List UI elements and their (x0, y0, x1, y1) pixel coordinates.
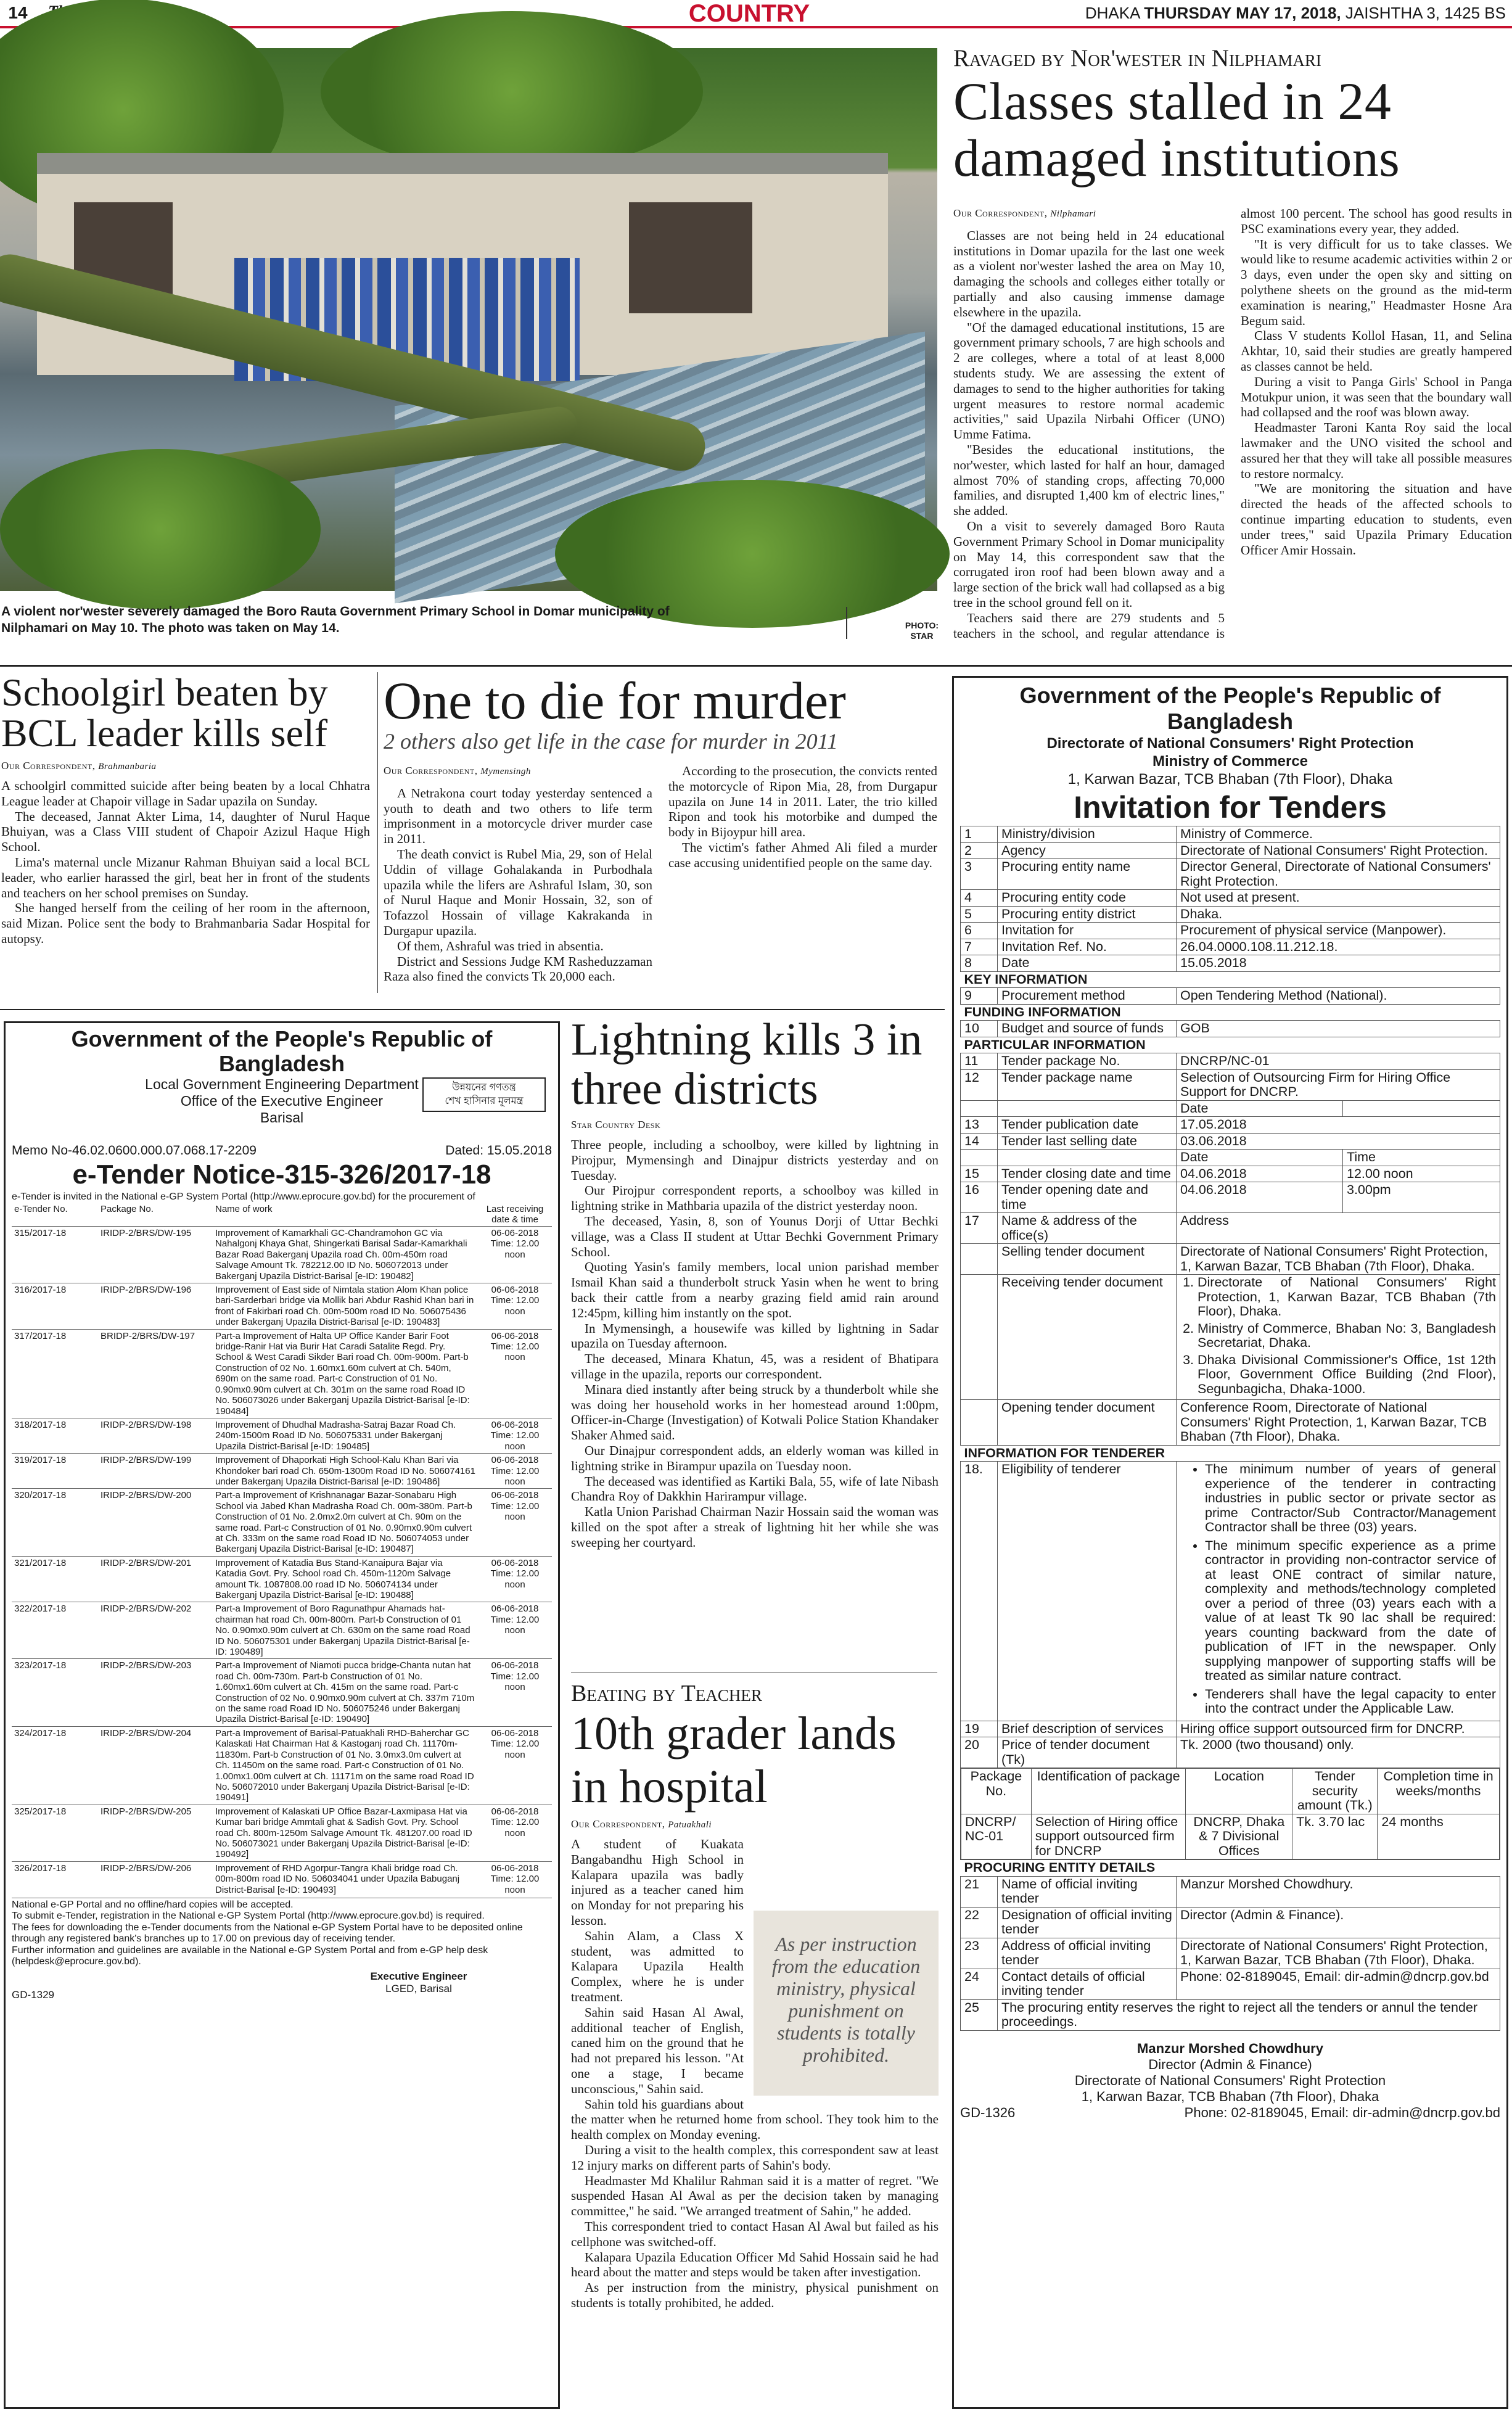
murder-subhead: 2 others also get life in the case for murder in 2011 (384, 729, 838, 754)
table-row: 8 Date 15.05.2018 (961, 955, 1500, 972)
table-row: 24 Contact details of official inviting tender Phone: 02-8189045, Email: dir-admin@dncrp.gov.bd (961, 1969, 1500, 1999)
memo-date: Dated: 15.05.2018 (445, 1143, 552, 1158)
lightning-body: Three people, including a schoolboy, were killed by lightning in Pirojpur, Mymensingh and Dinajpur districts yesterday and on Tuesday. Our Pirojpur correspondent reports, a schoolboy was killed in lightning strike in Mathbaria upazila of the district yesterday noon. The deceased, Yasin, 8, son of Younus Dorji of Uttar Bechki village, was a Class II student at Uttar Bechki Government Primary School. Quoting Yasin's family members, local union parishad member Ismail Khan said a thunderbolt struck Yasin when he went to bring back their cattle from a nearby grazing field amid rain around 12:45pm, killing him instantly on the spot. In Mymensingh, a housewife was killed by lightning in Sadar upazila on Tuesday afternoon. The deceased, Minara Khatun, 45, was a resident of Bhatipara village in the upazila, reports our correspondent. Minara died instantly after being struck by a thunderbolt while she was doing her household works in her homestead around 1:00pm, Officer-in-Charge (Investigation) of Kotwali Police Station Khandaker Shaker Ahmed said. Our Dinajpur correspondent adds, an elderly woman was killed in lightning strike in Birampur upazila on Tuesday noon. The deceased was identified as Kartiki Bala, 55, wife of late Nibash Chandra Roy of Dakkhin Harirampur village. Katla Union Parishad Chairman Nazir Hossain said the woman was killed on the spot after a streak of lightning hit her while she was sweeping her courtyard. (571, 1137, 939, 1550)
table-row: 320/2017-18 IRIDP-2/BRS/DW-200 Part-a Improvement of Krishnanagar Bazar-Sonabaru High School via Jabed Khan Madrasha Road Ch. 00m-380m. Part-b Construction of 01 No. 2.0mx2.0m culvert at Ch. 90m on the same road. Part-c Construction of 01 No. 0.90mx0.90m culvert at Ch. 333m on the same road Road ID No. 506074053 under Bakerganj Upazila District-Barisal [e-ID: 190487] 06-06-2018 Time: 12.00 noon (12, 1489, 552, 1556)
table-row: PARTICULAR INFORMATION (961, 1037, 1500, 1053)
table-row: 321/2017-18 IRIDP-2/BRS/DW-201 Improvement of Katadia Bus Stand-Kanaipura Bajar via Katadia Govt. Pry. School road Ch. 450m-1120m Salvage amount Tk. 1087808.00 road ID No. 506074134 under Bakerganj Upazila District-Barisal [e-ID: 190488] 06-06-2018 Time: 12.00 noon (12, 1556, 552, 1602)
table-row: 3 Procuring entity name Director General, Directorate of National Consumers' Right Protection. (961, 859, 1500, 890)
tender-table (960, 826, 1500, 2031)
table-row: 324/2017-18 IRIDP-2/BRS/DW-204 Part-a Improvement of Barisal-Patuakhali RHD-Baherchar GC Kalaskati Hat Chairman Hat & Kastoganj road Ch. 11170m-11830m. Part-b Construction of 01 No. 3.0mx3.0m culvert at Ch. 11450m on the same road. Part-c Construction of 01 No. 1.00mx1.00m culvert at Ch. 11171m on the same road Road ID No. 506072010 under Bakerganj Upazila District-Barisal [e-ID: 190491] 06-06-2018 Time: 12.00 noon (12, 1726, 552, 1805)
photo-credit: PHOTO: STAR (905, 620, 939, 641)
gd-number: GD-1329 (12, 1988, 54, 2001)
table-row: Date Time (961, 1150, 1500, 1166)
murder-story (384, 672, 937, 1005)
table-row: 2 Agency Directorate of National Consumers' Right Protection. (961, 842, 1500, 859)
table-row: 323/2017-18 IRIDP-2/BRS/DW-203 Part-a Improvement of Niamoti pucca bridge-Chanta nutan hat road Ch. 00m-730m. Part-b Construction of 01 No. 1.60mx1.60m culvert at Ch. 415m on the same road. Part-c Construction of 02 No. 0.90mx0.90m culvert at Ch. 337m 710m on the same road Road ID No. 506075246 under Bakerganj Upazila District-Barisal [e-ID: 190490] 06-06-2018 Time: 12.00 noon (12, 1659, 552, 1726)
gd-number: GD-1326 (960, 2104, 1016, 2120)
etender-table: e-Tender No. Package No. Name of work Last receiving date & time 315/2017-18 IRIDP-2/BRS/DW-195 Improvement of Kamarkhali GC-Chandramohon GC via Nahalgonj Khaya Ghat, Shingerkati Barisal Sadar-Kamarkhali Bazar Road Bakerganj Upazila road Ch. 00m-450m road Salvage Amount Tk. 782212.00 ID No. 506072013 under Bakerganj Upazila District-Barisal [e-ID: 190482] 06-06-2018 Time: 12.00 noon 316/2017-18 IRIDP-2/BRS/DW-196 Improvement of East side of Nimtala station Alom Khan police bari-Sarderbari bridge via Mollik bari Abdur Rashid Khan bari in front of Fakirbari road Ch. 00m-500m road ID No. 506075436 under Bakerganj Upazila District-Barisal [e-ID: 190483] 06-06-2018 Time: 12.00 noon 317/2017-18 BRIDP-2/BRS/DW-197 Part-a Improvement of Halta UP Office Kander Barir Foot bridge-Ranir Hat via Burir Hat Caradi Satalite Regd. Pry. School & West Caradi Sikder Bari road Ch. 00m-900m. Part-b Construction of 02 No. 1.60mx1.60m culvert at Ch. 540m, 690m on the same road. Part-c Construction of 01 No. 0.90mx0.90m culvert at Ch. 301m on the same road Road ID No. 506073026 under Bakerganj Upazila District-Barisal [e-ID: 190484] 06-06-2018 Time: 12.00 noon 318/2017-18 IRIDP-2/BRS/DW-198 Improvement of Dhudhal Madrasha-Satraj Bazar Road Ch. 240m-1500m Road ID No. 506075331 under Bakerganj Upazila District-Barisal [e-ID: 190485] 06-06-2018 Time: 12.00 noon 319/2017-18 IRIDP-2/BRS/DW-199 Improvement of Dhaporkati High School-Kalu Khan Bari via Khondoker bari road Ch. 650m-1300m Road ID No. 506074161 under Bakerganj Upazila District-Barisal [e-ID: 190486] 06-06-2018 Time: 12.00 noon 320/2017-18 IRIDP-2/BRS/DW-200 Part-a Improvement of Krishnanagar Bazar-Sonabaru High School via Jabed Khan Madrasha Road Ch. 00m-380m. Part-b Construction of 01 No. 2.0mx2.0m culvert at Ch. 90m on the same road. Part-c Construction of 01 No. 0.90mx0.90m culvert at Ch. 333m on the same road Road ID No. 506074053 under Bakerganj Upazila District-Barisal [e-ID: 190487] 06-06-2018 Time: 12.00 noon 321/2017-18 IRIDP-2/BRS/DW-201 Improvement of Katadia Bus Stand-Kanaipura Bajar via Katadia Govt. Pry. School road Ch. 450m-1120m Salvage amount Tk. 1087808.00 road ID No. 506074134 under Bakerganj Upazila District-Barisal [e-ID: 190488] 06-06-2018 Time: 12.00 noon 322/2017-18 IRIDP-2/BRS/DW-202 Part-a Improvement of Boro Ragunathpur Ahamads hat- chairman hat road Ch. 00m-800m. Part-b Construction of 01 No. 0.90mx0.90m culvert at Ch. 630m on the same road Road ID No. 506075301 under Bakerganj Upazila District-Barisal [e-ID: 190489] 06-06-2018 Time: 12.00 noon 323/2017-18 IRIDP-2/BRS/DW-203 Part-a Improvement of Niamoti pucca bridge-Chanta nutan hat road Ch. 00m-730m. Part-b Construction of 01 No. 1.60mx1.60m culvert at Ch. 415m on the same road. Part-c Construction of 02 No. 0.90mx0.90m culvert at Ch. 337m 710m on the same road Road ID No. 506075246 under Bakerganj Upazila District-Barisal [e-ID: 190490] 06-06-2018 Time: 12.00 noon 324/2017-18 IRIDP-2/BRS/DW-204 Part-a Improvement of Barisal-Patuakhali RHD-Baherchar GC Kalaskati Hat Chairman Hat & Kastoganj road Ch. 11170m-11830m. Part-b Construction of 01 No. 3.0mx3.0m culvert at Ch. 11450m on the same road. Part-c Construction of 01 No. 1.00mx1.00m culvert at Ch. 11171m on the same road Road ID No. 506072010 under Bakerganj Upazila District-Barisal [e-ID: 190491] 06-06-2018 Time: 12.00 noon 325/2017-18 IRIDP-2/BRS/DW-205 Improvement of Kalaskati UP Office Bazar-Laxmipasa Hat via Kumar bari bridge Ammtali ghat & Sadish Govt. Pry. School road Ch. 800m-1250m Salvage Amount Tk. 481207.00 road ID No. 506073021 under Bakerganj Upazila District-Barisal [e-ID: 190492] 06-06-2018 Time: 12.00 noon 326/2017-18 IRIDP-2/BRS/DW-206 Improvement of RHD Agorpur-Tangra Khali bridge road Ch. 00m-800m road ID No. 506034041 under Upazila Babuganj District-Barisal [e-ID: 190493] 06-06-2018 Time: 12.00 noon (12, 1203, 552, 1896)
table-row: 9 Procurement method Open Tendering Method (National). (961, 988, 1500, 1005)
page-number: 14 (8, 3, 28, 22)
table-row: INFORMATION FOR TENDERER (961, 1445, 1500, 1462)
lead-headline: Classes stalled in 24 damaged institutions (953, 72, 1400, 187)
lead-story (953, 44, 1512, 661)
table-row: FUNDING INFORMATION (961, 1004, 1500, 1021)
table-row: Selling tender document Directorate of National Consumers' Right Protection, 1, Karwan Bazar, TCB Bhaban (7th Floor), Dhaka. (961, 1244, 1500, 1275)
news-photo (0, 48, 937, 591)
etender-notes: National e-GP Portal and no offline/hard copies will be accepted. To submit e-Tender, registration in the National e-GP System Portal (http://www.eprocure.gov.bd) is required. The fees for downloading the e-Tender documents from the National e-GP System Portal have to be deposited online through any registered bank's branches up to 17.00 on previous day of receiving tender. Further information and guidelines are available in the National e-GP System Portal and from e-GP help desk (helpdesk@eprocure.gov.bd). (12, 1898, 552, 1968)
lightning-story (571, 1015, 939, 1669)
byline: Our Correspondent, Mymensingh (384, 765, 531, 776)
table-row: 12 Tender package name Selection of Outsourcing Firm for Hiring Office Support for DNCRP. (961, 1069, 1500, 1100)
table-row (961, 1768, 1500, 1860)
masthead (0, 0, 1512, 28)
lightning-headline: Lightning kills 3 in three districts (571, 1015, 922, 1114)
table-row: 1 Ministry/division Ministry of Commerce. (961, 826, 1500, 843)
lead-body: Our Correspondent, Nilphamari Classes are not being held in 24 educational institutions in Domar upazila for the last one week as a violent nor'wester lashed the area on May 10, damaging the schools and colleges either totally or partially and also causing immense damage elsewhere in the upazila. "Of the damaged educational institutions, 15 are government primary schools, 7 are high schools and 2 are colleges, where a total of at least 8,000 students study. We are assessing the extent of damages to send to the higher authorities for taking urgent measures to restore normal academic activities," said Upazila Nirbahi Officer (UNO) Umme Fatima. "Besides the educational institutions, the nor'wester, which lasted for half an hour, damaged almost 70% of standing crops, affecting 70,000 families, and disrupted 1,400 km of electric lines," she added. On a visit to severely damaged Boro Rauta Government Primary School in Domar municipality on May 14, this correspondent saw that the corrugated iron roof had been blown away and a large section of the brick wall had collapsed as a big tree in the school ground fell on it. Teachers said there are 279 students and 5 teachers in the school, and regular attendance is almost 100 percent. The school has good results in PSC examinations every year, they added. "It is very difficult for us to take classes. We would like to resume academic activities within 2 or 3 days, even under the open sky and sitting on polythene sheets on the ground as the mid-term examination is nearing," Headmaster Hosne Ara Begum said. Class V students Kollol Hasan, 11, and Selina Akhtar, 10, said their studies are greatly hampered as classes cannot be held. During a visit to Panga Girls' School in Panga Motukpur union, it was seen that the boundary wall had collapsed and the roof was blown away. Headmaster Taroni Kanta Roy said the local lawmaker and the UNO visited the school and assured her that they will take all possible measures to restore normalcy. "We are monitoring the situation and have directed the heads of the affected schools to continue imparting education to students, even under trees," said Upazila Primary Education Officer Amir Hossain. (953, 206, 1512, 641)
table-row: 319/2017-18 IRIDP-2/BRS/DW-199 Improvement of Dhaporkati High School-Kalu Khan Bari via Khondoker bari road Ch. 650m-1300m Road ID No. 506074161 under Bakerganj Upazila District-Barisal [e-ID: 190486] 06-06-2018 Time: 12.00 noon (12, 1454, 552, 1489)
table-row: 16 Tender opening date and time 04.06.2018 3.00pm (961, 1182, 1500, 1213)
table-row: 11 Tender package No. DNCRP/NC-01 (961, 1053, 1500, 1070)
table-row: 13 Tender publication date 17.05.2018 (961, 1117, 1500, 1134)
table-row: 10 Budget and source of funds GOB (961, 1021, 1500, 1037)
tender-signature: Manzur Morshed Chowdhury Director (Admin & Finance) Directorate of National Consumers' Right Protection 1, Karwan Bazar, TCB Bhaban (7th Floor), Dhaka (1074, 2040, 1386, 2104)
table-row: 318/2017-18 IRIDP-2/BRS/DW-198 Improvement of Dhudhal Madrasha-Satraj Bazar Road Ch. 240m-1500m Road ID No. 506075331 under Bakerganj Upazila District-Barisal [e-ID: 190485] 06-06-2018 Time: 12.00 noon (12, 1418, 552, 1453)
table-row: 23 Address of official inviting tender Directorate of National Consumers' Right Protection, 1, Karwan Bazar, TCB Bhaban (7th Floor), Dhaka. (961, 1938, 1500, 1969)
byline: Star Country Desk (571, 1119, 661, 1130)
etender-signature: Executive Engineer LGED, Barisal (370, 1970, 467, 1994)
table-row: 316/2017-18 IRIDP-2/BRS/DW-196 Improvement of East side of Nimtala station Alom Khan police bari-Sarderbari bridge via Mollik bari Abdur Rashid Khan bari in front of Fakirbari road Ch. 00m-500m road ID No. 506075436 under Bakerganj Upazila District-Barisal [e-ID: 190483] 06-06-2018 Time: 12.00 noon (12, 1283, 552, 1330)
murder-headline: One to die for murder (384, 672, 846, 730)
table-row: 6 Invitation for Procurement of physical service (Manpower). (961, 923, 1500, 939)
murder-body: Our Correspondent, Mymensingh A Netrakona court today yesterday sentenced a youth to death and two others to life term imprisonment in a motorcycle driver murder case in 2011. The death convict is Rubel Mia, 29, son of Helal Uddin of village Gohalakanda in Purbodhala upazila while the lifers are Ashraful Islam, 30, son of Nurul Haque and Monir Hossain, 32, son of Tofazzol Hossain of village Kakrakanda in Durgapur upazila. Of them, Ashraful was tried in absentia. District and Sessions Judge KM Rasheduzzaman Raza also fined the convicts Tk 20,000 each. According to the prosecution, the convicts rented the motorcycle of Ripon Mia, 28, from Durgapur upazila on June 14 in 2011. Later, the trio killed Ripon and took his motorbike and dumped the body in Bijoypur hill area. The victim's father Ahmed Ali filed a murder case accusing unidentified people on the same day. (384, 764, 937, 984)
table-row: 325/2017-18 IRIDP-2/BRS/DW-205 Improvement of Kalaskati UP Office Bazar-Laxmipasa Hat via Kumar bari bridge Ammtali ghat & Sadish Govt. Pry. School road Ch. 800m-1250m Salvage Amount Tk. 481207.00 road ID No. 506073021 under Bakerganj Upazila District-Barisal [e-ID: 190492] 06-06-2018 Time: 12.00 noon (12, 1805, 552, 1861)
etender-notice-ad: Government of the People's Republic of Bangladesh Local Government Engineering Department Office of the Executive Engineer Barisal উন্নয়নের গণতন্ত্র শেখ হাসিনার মূলমন্ত্র Memo No-46.02.0600.000.07.068.17-2209 Dated: 15.05.2018 e-Tender Notice-315-326/2017-18 e-Tender is invited in the National e-GP System Portal (http://www.eprocure.gov.bd) for the procurement of e-Tender No. Package No. Name of work Last receiving date & time 315/2017-18 IRIDP-2/BRS/DW-195 Improvement of Kamarkhali GC-Chandramohon GC via Nahalgonj Khaya Ghat, Shingerkati Barisal Sadar-Kamarkhali Bazar Road Bakerganj Upazila road Ch. 00m-450m road Salvage Amount Tk. 782212.00 ID No. 506072013 under Bakerganj Upazila District-Barisal [e-ID: 190482] 06-06-2018 Time: 12.00 noon 316/2017-18 IRIDP-2/BRS/DW-196 Improvement of East side of Nimtala station Alom Khan police bari-Sarderbari bridge via Mollik bari Abdur Rashid Khan bari in front of Fakirbari road Ch. 00m-500m road ID No. 506075436 under Bakerganj Upazila District-Barisal [e-ID: 190483] 06-06-2018 Time: 12.00 noon 317/2017-18 BRIDP-2/BRS/DW-197 Part-a Improvement of Halta UP Office Kander Barir Foot bridge-Ranir Hat via Burir Hat Caradi Satalite Regd. Pry. School & West Caradi Sikder Bari road Ch. 00m-900m. Part-b Construction of 02 No. 1.60mx1.60m culvert at Ch. 540m, 690m on the same road. Part-c Construction of 01 No. 0.90mx0.90m culvert at Ch. 301m on the same road Road ID No. 506073026 under Bakerganj Upazila District-Barisal [e-ID: 190484] 06-06-2018 Time: 12.00 noon 318/2017-18 IRIDP-2/BRS/DW-198 Improvement of Dhudhal Madrasha-Satraj Bazar Road Ch. 240m-1500m Road ID No. 506075331 under Bakerganj Upazila District-Barisal [e-ID: 190485] 06-06-2018 Time: 12.00 noon 319/2017-18 IRIDP-2/BRS/DW-199 Improvement of Dhaporkati High School-Kalu Khan Bari via Khondoker bari road Ch. 650m-1300m Road ID No. 506074161 under Bakerganj Upazila District-Barisal [e-ID: 190486] 06-06-2018 Time: 12.00 noon 320/2017-18 IRIDP-2/BRS/DW-200 Part-a Improvement of Krishnanagar Bazar-Sonabaru High School via Jabed Khan Madrasha Road Ch. 00m-380m. Part-b Construction of 01 No. 2.0mx2.0m culvert at Ch. 90m on the same road. Part-c Construction of 01 No. 0.90mx0.90m culvert at Ch. 333m on the same road Road ID No. 506074053 under Bakerganj Upazila District-Barisal [e-ID: 190487] 06-06-2018 Time: 12.00 noon 321/2017-18 IRIDP-2/BRS/DW-201 Improvement of Katadia Bus Stand-Kanaipura Bajar via Katadia Govt. Pry. School road Ch. 450m-1120m Salvage amount Tk. 1087808.00 road ID No. 506074134 under Bakerganj Upazila District-Barisal [e-ID: 190488] 06-06-2018 Time: 12.00 noon 322/2017-18 IRIDP-2/BRS/DW-202 Part-a Improvement of Boro Ragunathpur Ahamads hat- chairman hat road Ch. 00m-800m. Part-b Construction of 01 No. 0.90mx0.90m culvert at Ch. 630m on the same road Road ID No. 506075301 under Bakerganj Upazila District-Barisal [e-ID: 190489] 06-06-2018 Time: 12.00 noon 323/2017-18 IRIDP-2/BRS/DW-203 Part-a Improvement of Niamoti pucca bridge-Chanta nutan hat road Ch. 00m-730m. Part-b Construction of 01 No. 1.60mx1.60m culvert at Ch. 415m on the same road. Part-c Construction of 02 No. 0.90mx0.90m culvert at Ch. 337m 710m on the same road Road ID No. 506075246 under Bakerganj Upazila District-Barisal [e-ID: 190490] 06-06-2018 Time: 12.00 noon 324/2017-18 IRIDP-2/BRS/DW-204 Part-a Improvement of Barisal-Patuakhali RHD-Baherchar GC Kalaskati Hat Chairman Hat & Kastoganj road Ch. 11170m-11830m. Part-b Construction of 01 No. 3.0mx3.0m culvert at Ch. 11450m on the same road. Part-c Construction of 01 No. 1.00mx1.00m culvert at Ch. 11171m on the same road Road ID No. 506072010 under Bakerganj Upazila District-Barisal [e-ID: 190491] 06-06-2018 Time: 12.00 noon 325/2017-18 IRIDP-2/BRS/DW-205 Improvement of Kalaskati UP Office Bazar-Laxmipasa Hat via Kumar bari bridge Ammtali ghat & Sadish Govt. Pry. School road Ch. 800m-1250m Salvage Amount Tk. 481207.00 road ID No. 506073021 under Bakerganj Upazila District-Barisal [e-ID: 190492] 06-06-2018 Time: 12.00 noon 326/2017-18 IRIDP-2/BRS/DW-206 Improvement of RHD Agorpur-Tangra Khali bridge road Ch. 00m-800m road ID No. 506034041 under Upazila Babuganj District-Barisal [e-ID: 190493] 06-06-2018 Time: 12.00 noon National e-GP Portal and no offline/hard copies will be accepted. To submit e-Tender, registration in the National e-GP System Portal (http://www.eprocure.gov.bd) is required. The fees for downloading the e-Tender documents from the National e-GP System Portal have to be deposited online through any registered bank's branches up to 17.00 on previous day of receiving tender. Further information and guidelines are available in the National e-GP System Portal and from e-GP help desk (helpdesk@eprocure.gov.bd). GD-1329 Executive Engineer LGED, Barisal (4, 1021, 560, 2409)
table-row: 21 Name of official inviting tender Manzur Morshed Chowdhury. (961, 1876, 1500, 1907)
tender-title: Invitation for Tenders (1074, 790, 1387, 825)
table-row: KEY INFORMATION (961, 971, 1500, 988)
table-row: 18. Eligibility of tenderer • The minimum number of years of general experience of the tenderer in contracting industries in public sector or private sector as prime Contractor/Sub Contractor/Management Contractor shall be three (03) years. • The minimum specific experience as a prime contractor in providing non-contractor service of at least ONE contract of similar nature, complexity and methods/technology completed over a period of three (03) years each with a value of at least Tk 90 lac shall be required: years counting backward from the date of publication of IFT in the newspaper. Only supplying manpower of supporting staffs will be treated as similar nature contract. • Tenderers shall have the legal capacity to enter into the contract under the Applicable Law. (961, 1462, 1500, 1721)
table-row: Date (961, 1100, 1500, 1117)
table-row: 4 Procuring entity code Not used at present. (961, 890, 1500, 907)
package-table: Package No. Identification of package Location Tender security amount (Tk.) Completion time in weeks/months DNCRP/ NC-01 Selection of Hiring office support outsourced firm for DNCRP DNCRP, Dhaka & 7 Divisional Offices Tk. 3.70 lac 24 months (961, 1768, 1500, 1859)
byline: Our Correspondent, Patuakhali (571, 1818, 712, 1830)
table-row: 315/2017-18 IRIDP-2/BRS/DW-195 Improvement of Kamarkhali GC-Chandramohon GC via Nahalgonj Khaya Ghat, Shingerkati Barisal Sadar-Kamarkhali Bazar Road Bakerganj Upazila road Ch. 00m-450m road Salvage Amount Tk. 782212.00 ID No. 506072013 under Bakerganj Upazila District-Barisal [e-ID: 190482] 06-06-2018 Time: 12.00 noon (12, 1227, 552, 1283)
slogan-stamp: উন্নয়নের গণতন্ত্র শেখ হাসিনার মূলমন্ত্র (422, 1077, 546, 1112)
grader-story (571, 1680, 939, 2408)
byline: Our Correspondent, Brahmanbaria (1, 760, 157, 772)
table-row: Opening tender document Conference Room, Directorate of National Consumers' Right Protection, 1, Karwan Bazar, TCB Bhaban (7th Floor), Dhaka. (961, 1400, 1500, 1446)
invitation-tenders-ad: Government of the People's Republic of Bangladesh Directorate of National Consumers' Right Protection Ministry of Commerce 1, Karwan Bazar, TCB Bhaban (7th Floor), Dhaka Invitation for Tenders 1 Ministry/division Ministry of Commerce. 2 Agency Directorate of National Consumers' Right Protection. 3 Procuring entity name Director General, Directorate of National Consumers' Right Protection. 4 Procuring entity code Not used at present. 5 Procuring entity district Dhaka. 6 Invitation for Procurement of physical service (Manpower). 7 Invitation Ref. No. 26.04.0000.108.11.212.18. 8 Date 15.05.2018 KEY INFORMATION 9 Procurement method Open Tendering Method (National). FUNDING INFORMATION 10 Budget and source of funds GOB PARTICULAR INFORMATION 11 Tender package No. DNCRP/NC-01 12 Tender package name Selection of Outsourcing Firm for Hiring Office Support for DNCRP. Date 13 Tender publication date 17.05.2018 14 Tender last selling date 03.06.2018 Date Time 15 Tender closing date and time 04.06.2018 12.00 noon 16 Tender opening date and time 04.06.2018 3.00pm 17 Name & address of the office(s) Address Selling tender document Directorate of National Consumers' Right Protection, 1, Karwan Bazar, TCB Bhaban (7th Floor), Dhaka. Receiving tender document 1. Directorate of National Consumers' Right Protection, 1, Karwan Bazar, TCB Bhaban (7th Floor), Dhaka. 2. Ministry of Commerce, Bhaban No: 3, Bangladesh Secretariat, Dhaka. 3. Dhaka Divisional Commissioner's Office, 1st 12th Floor, Government Office Building (2nd Floor), Segunbagicha, Dhaka-1000. Opening tender document Conference Room, Directorate of National Consumers' Right Protection, 1, Karwan Bazar, TCB Bhaban (7th Floor), Dhaka. INFORMATION FOR TENDERER 18. Eligibility of tenderer • The minimum number of years of general experience of the tenderer in contracting industries in public sector or private sector as prime Contractor/Sub Contractor/Management Contractor shall be three (03) years. • The minimum specific experience as a prime contractor in providing non-contractor service of at least ONE contract of similar nature, complexity and methods/technology completed over a period of three (03) years each with a value of at least Tk 90 lac shall be required: years counting backward from the date of publication of IFT in the newspaper. Only supplying manpower of supporting staffs will be treated as similar nature contract. • Tenderers shall have the legal capacity to enter into the contract under the Applicable Law. 19 Brief description of services Hiring office support outsourced firm for DNCRP. 20 Price of tender document (Tk) Tk. 2000 (two thousand) only. Package No. Identification of package Location Tender security amount (Tk.) Completion time in weeks/months DNCRP/ NC-01 Selection of Hiring office support outsourced firm for DNCRP DNCRP, Dhaka & 7 Divisional Offices Tk. 3.70 lac 24 months PROCURING ENTITY DETAILS 21 Name of official inviting tender Manzur Morshed Chowdhury. 22 Designation of official inviting tender Director (Admin & Finance). 23 Address of official inviting tender Directorate of National Consumers' Right Protection, 1, Karwan Bazar, TCB Bhaban (7th Floor), Dhaka. 24 Contact details of official inviting tender Phone: 02-8189045, Email: dir-admin@dncrp.gov.bd 25 The procuring entity reserves the right to reject all the tenders or annul the tender proceedings. Manzur Morshed Chowdhury Director (Admin & Finance) Directorate of National Consumers' Right Protection 1, Karwan Bazar, TCB Bhaban (7th Floor), Dhaka GD-1326 Phone: 02-8189045, Email: dir-admin@dncrp.gov.bd (952, 676, 1508, 2409)
schoolgirl-headline: Schoolgirl beaten by BCL leader kills self (1, 672, 328, 755)
table-row: PROCURING ENTITY DETAILS (961, 1860, 1500, 1877)
table-row: 15 Tender closing date and time 04.06.2018 12.00 noon (961, 1166, 1500, 1182)
photo-caption: A violent nor'wester severely damaged the Boro Rauta Government Primary School in Domar municipality of Nilphamari on May 10. The photo was taken on May 14. (1, 604, 670, 635)
section-name: COUNTRY (688, 0, 810, 27)
table-row: 20 Price of tender document (Tk) Tk. 2000 (two thousand) only. (961, 1737, 1500, 1768)
schoolgirl-body: A schoolgirl committed suicide after being beaten by a local Chhatra League leader at Chapoir village in Sadar upazila on Sunday. The deceased, Jannat Akter Lima, 14, daughter of Nurul Haque Bhuiyan, was a Class VIII student of Chapoir Azizul Haque High School. Lima's maternal uncle Mizanur Rahman Bhuiyan said a local BCL leader, who earlier harassed the girl, beat her in front of the students and teachers on her school premises on Sunday. She hanged herself from the ceiling of her room in the afternoon, said Mizan. Police sent the body to Brahmanbaria Sadar Hospital for autopsy. (1, 778, 370, 946)
table-row: 5 Procuring entity district Dhaka. (961, 906, 1500, 923)
grader-kicker: Beating by Teacher (571, 1681, 762, 1706)
dateline: DHAKA THURSDAY MAY 17, 2018, JAISHTHA 3, 1425 BS (1085, 4, 1506, 22)
table-row: 25 The procuring entity reserves the right to reject all the tenders or annul the tender proceedings. (961, 1999, 1500, 2030)
table-row: 22 Designation of official inviting tender Director (Admin & Finance). (961, 1907, 1500, 1938)
table-row: 317/2017-18 BRIDP-2/BRS/DW-197 Part-a Improvement of Halta UP Office Kander Barir Foot bridge-Ranir Hat via Burir Hat Caradi Satalite Regd. Pry. School & West Caradi Sikder Bari road Ch. 00m-900m. Part-b Construction of 02 No. 1.60mx1.60m culvert at Ch. 540m, 690m on the same road. Part-c Construction of 01 No. 0.90mx0.90m culvert at Ch. 301m on the same road Road ID No. 506073026 under Bakerganj Upazila District-Barisal [e-ID: 190484] 06-06-2018 Time: 12.00 noon (12, 1329, 552, 1418)
table-row: 19 Brief description of services Hiring office support outsourced firm for DNCRP. (961, 1721, 1500, 1737)
memo-number: Memo No-46.02.0600.000.07.068.17-2209 (12, 1143, 257, 1158)
grader-body: As per instruction from the education ministry, physical punishment on students is totally prohibited. A student of Kuakata Bangabandhu High School in Kalapara upazila was badly injured as a teacher caned him on Monday for not preparing his lesson. Sahin Alam, a Class X student, was admitted to Kalapara Upazila Health Complex, where he is under treatment. Sahin said Hasan Al Awal, additional teacher of English, caned him on the ground that he had not prepared his lesson. "At one a stage, I became unconscious," Sahin said. Sahin told his guardians about the matter when he returned home from school. They took him to the health complex on Monday evening. During a visit to the health complex, this correspondent saw at least 12 injury marks on different parts of Sahin's body. Headmaster Md Khalilur Rahman said it is a matter of regret. "We suspended Hasan Al Awal as per the decision taken by managing committee," he said. "We arranged treatment of Sahin," he added. This correspondent tried to contact Hasan Al Awal but failed as his cellphone was switched-off. Kalapara Upazila Education Officer Md Sahid Hossain said he had heard about the matter and steps would be taken after investigation. As per instruction from the ministry, physical punishment on students is totally prohibited, he added. (571, 1837, 939, 2310)
lead-kicker: Ravaged by Nor'wester in Nilphamari (953, 45, 1321, 72)
byline: Our Correspondent, Nilphamari (953, 207, 1096, 219)
table-row: 14 Tender last selling date 03.06.2018 (961, 1133, 1500, 1150)
pull-quote: As per instruction from the education ministry, physical punishment on students is totally prohibited. (754, 1911, 939, 2096)
grader-headline: 10th grader lands in hospital (571, 1708, 897, 1813)
etender-title: e-Tender Notice-315-326/2017-18 (72, 1159, 491, 1190)
table-row: 322/2017-18 IRIDP-2/BRS/DW-202 Part-a Improvement of Boro Ragunathpur Ahamads hat- chairman hat road Ch. 00m-800m. Part-b Construction of 01 No. 0.90mx0.90m culvert at Ch. 630m on the same road Road ID No. 506075301 under Bakerganj Upazila District-Barisal [e-ID: 190489] 06-06-2018 Time: 12.00 noon (12, 1602, 552, 1659)
table-row: 326/2017-18 IRIDP-2/BRS/DW-206 Improvement of RHD Agorpur-Tangra Khali bridge road Ch. 00m-800m road ID No. 506034041 under Upazila Babuganj District-Barisal [e-ID: 190493] 06-06-2018 Time: 12.00 noon (12, 1861, 552, 1896)
schoolgirl-story (1, 672, 370, 1005)
table-row: 7 Invitation Ref. No. 26.04.0000.108.11.212.18. (961, 939, 1500, 955)
table-row: Receiving tender document 1. Directorate of National Consumers' Right Protection, 1, Karwan Bazar, TCB Bhaban (7th Floor), Dhaka. 2. Ministry of Commerce, Bhaban No: 3, Bangladesh Secretariat, Dhaka. 3. Dhaka Divisional Commissioner's Office, 1st 12th Floor, Government Office Building (2nd Floor), Segunbagicha, Dhaka-1000. (961, 1275, 1500, 1400)
table-row: 17 Name & address of the office(s) Address (961, 1213, 1500, 1244)
